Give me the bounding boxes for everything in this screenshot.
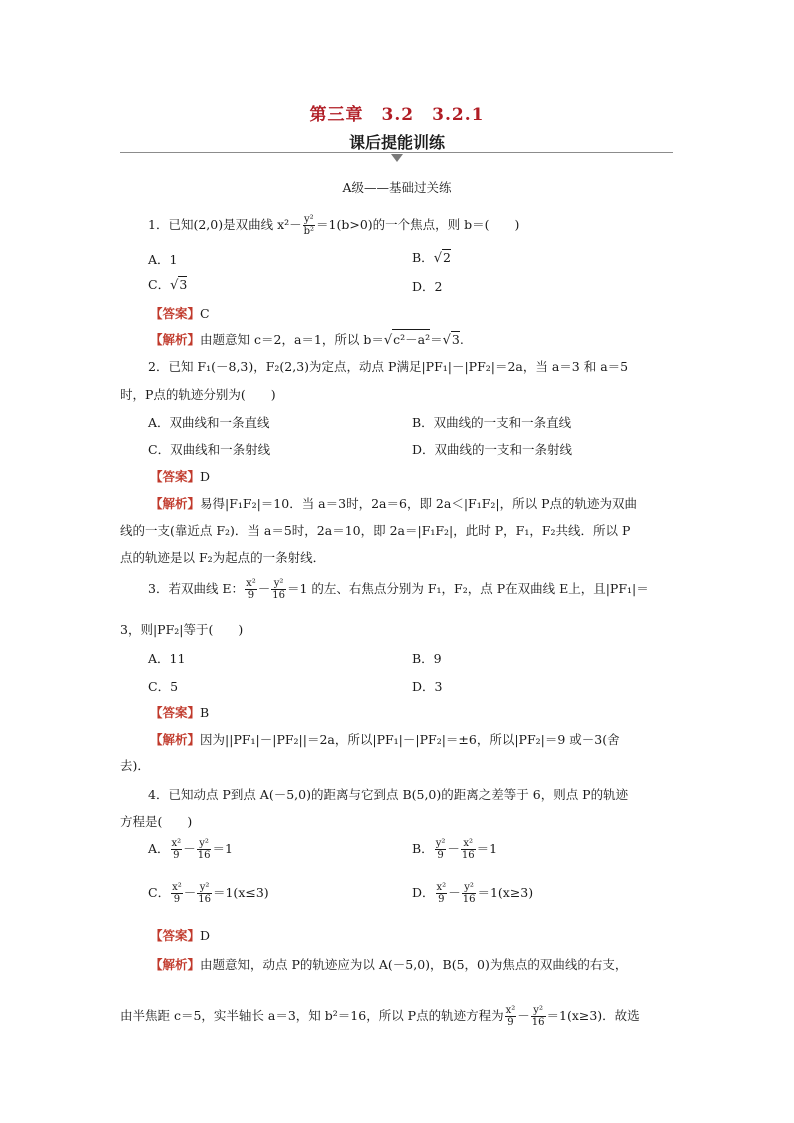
answer-tag: 【答案】 bbox=[150, 928, 201, 943]
q4-option-b-label: B． bbox=[412, 841, 434, 856]
sqrt-icon: √ bbox=[170, 278, 179, 293]
q1-answer-value: C bbox=[200, 306, 210, 321]
q1-option-b-label: B． bbox=[412, 250, 434, 265]
q1-option-c-label: C． bbox=[148, 277, 171, 292]
q4c-frac2-num: y² bbox=[197, 882, 212, 894]
q4s-fraction-1 bbox=[505, 1005, 517, 1028]
q2-solution-text-1: 易得|F₁F₂|＝10．当 a＝3时，2a＝6，即 2a＜|F₁F₂|，所以 P点的轨迹为双曲 bbox=[200, 496, 638, 511]
q1-fraction bbox=[303, 214, 315, 237]
q4c-frac1-num: x² bbox=[172, 882, 182, 893]
q2-solution-line-3: 点的轨迹是以 F₂为起点的一条射线． bbox=[120, 550, 326, 565]
q4a-fraction-1 bbox=[171, 838, 183, 861]
q1-option-b-radicand: 2 bbox=[442, 250, 451, 265]
q4-option-c bbox=[148, 882, 269, 905]
solution-tag: 【解析】 bbox=[150, 732, 201, 747]
q4-option-c-label: C． bbox=[148, 885, 171, 900]
q1-option-a: A．1 bbox=[148, 252, 178, 267]
q1-option-c bbox=[148, 275, 187, 293]
q2-option-b: B．双曲线的一支和一条直线 bbox=[412, 415, 572, 430]
q2-option-d: D．双曲线的一支和一条射线 bbox=[412, 442, 573, 457]
q4c-minus: － bbox=[183, 885, 197, 900]
chapter-heading: 第三章 3.2 3.2.1 bbox=[309, 105, 485, 125]
q1-solution-radicand-2: 3 bbox=[451, 332, 460, 347]
q4d-frac2-den: 16 bbox=[462, 894, 476, 905]
q4d-frac1-den: 9 bbox=[438, 894, 445, 905]
q4s-minus: － bbox=[517, 1008, 530, 1023]
question-3-line-2: 3，则|PF₂|等于( ) bbox=[120, 622, 244, 637]
q4d-frac2-num: y² bbox=[462, 882, 477, 894]
q4a-post: ＝1 bbox=[212, 841, 233, 856]
q2-answer bbox=[150, 467, 210, 485]
q4-answer-value: D bbox=[200, 928, 211, 943]
question-4-line-1: 4．已知动点 P到点 A(－5,0)的距离与它到点 B(5,0)的距离之差等于 6，则点 P的轨迹 bbox=[148, 787, 629, 802]
q4d-fraction-2 bbox=[462, 882, 477, 905]
q4a-frac1-num: x² bbox=[171, 838, 182, 849]
answer-tag: 【答案】 bbox=[150, 705, 201, 720]
q4-option-a bbox=[148, 838, 233, 861]
q3-solution-line-2: 去)． bbox=[120, 758, 150, 773]
q3-answer bbox=[150, 703, 209, 721]
q4d-minus: － bbox=[448, 885, 461, 900]
sqrt-icon: √ bbox=[383, 333, 393, 348]
q3-fraction-2 bbox=[271, 578, 286, 601]
q3-fraction-1 bbox=[245, 578, 257, 601]
q4s-frac2-den: 16 bbox=[531, 1017, 545, 1028]
q4b-minus: － bbox=[447, 841, 460, 856]
q4a-frac1-den: 9 bbox=[173, 850, 180, 861]
q3-minus: － bbox=[257, 581, 271, 596]
page-subtitle: 课后提能训练 bbox=[348, 133, 445, 152]
q3-frac2-num: y² bbox=[271, 578, 286, 590]
q2-solution-line-1 bbox=[150, 494, 637, 512]
q4s-frac2-num: y² bbox=[531, 1005, 546, 1017]
solution-tag: 【解析】 bbox=[150, 496, 201, 511]
q3-option-c: C．5 bbox=[148, 679, 179, 694]
q1-text-post: ＝1(b>0)的一个焦点，则 b＝( ) bbox=[316, 217, 520, 232]
q3-text-post: ＝1 的左、右焦点分别为 F₁，F₂，点 P在双曲线 E上，且|PF₁|＝ bbox=[286, 581, 649, 596]
q2-solution-line-2: 线的一支(靠近点 F₂)．当 a＝5时，2a＝10，即 2a＝|F₁F₂|，此时 P，F₁，F₂共线．所以 P bbox=[120, 523, 631, 538]
q4c-frac2-den: 16 bbox=[198, 894, 211, 905]
q3-text-pre: 3．若双曲线 E： bbox=[148, 581, 245, 596]
q4d-post: ＝1(x≥3) bbox=[477, 885, 534, 900]
q4s-post: ＝1(x≥3)．故选 bbox=[546, 1008, 640, 1023]
q2-option-a: A．双曲线和一条直线 bbox=[148, 415, 270, 430]
q4a-minus: － bbox=[183, 841, 196, 856]
q1-fraction-den: b² bbox=[303, 226, 315, 237]
q4b-post: ＝1 bbox=[476, 841, 498, 856]
q1-solution bbox=[150, 329, 464, 348]
question-4-line-2: 方程是( ) bbox=[120, 814, 193, 829]
q3-frac2-den: 16 bbox=[272, 590, 285, 601]
q2-option-c: C．双曲线和一条射线 bbox=[148, 442, 271, 457]
question-2-line-1: 2．已知 F₁(－8,3)，F₂(2,3)为定点，动点 P满足|PF₁|－|PF₂|＝2a，当 a＝3 和 a＝5 bbox=[148, 359, 629, 374]
q4-option-b bbox=[412, 838, 497, 861]
section-level-label: A级——基础过关练 bbox=[342, 180, 452, 195]
q4b-frac2-den: 16 bbox=[461, 850, 475, 861]
header-divider bbox=[120, 152, 673, 153]
q1-x2: x²－ bbox=[277, 217, 302, 232]
question-2-line-2: 时，P点的轨迹分别为( ) bbox=[120, 387, 276, 402]
q4c-post: ＝1(x≤3) bbox=[212, 885, 269, 900]
answer-tag: 【答案】 bbox=[150, 469, 201, 484]
q1-option-d: D．2 bbox=[412, 279, 443, 294]
question-3-stem bbox=[148, 578, 649, 601]
q1-option-c-radicand: 3 bbox=[179, 277, 188, 292]
q4-option-d bbox=[412, 882, 533, 905]
q4b-fraction-2 bbox=[461, 838, 476, 861]
q3-option-b: B．9 bbox=[412, 651, 442, 666]
q1-answer bbox=[150, 304, 210, 322]
q3-option-d: D．3 bbox=[412, 679, 443, 694]
q4s-fraction-2 bbox=[531, 1005, 546, 1028]
q1-solution-end: . bbox=[459, 332, 464, 347]
q4c-fraction-1 bbox=[171, 882, 183, 905]
q3-frac1-num: x² bbox=[246, 578, 256, 589]
q4c-frac1-den: 9 bbox=[173, 894, 181, 905]
q4-solution-line-1 bbox=[150, 955, 627, 973]
q4-solution-text-1: 由题意知，动点 P的轨迹应为以 A(－5,0)，B(5，0)为焦点的双曲线的右支， bbox=[200, 957, 628, 972]
solution-tag: 【解析】 bbox=[150, 957, 201, 972]
q4a-frac2-num: y² bbox=[197, 838, 212, 850]
q4-option-d-label: D． bbox=[412, 885, 435, 900]
q3-frac1-den: 9 bbox=[247, 590, 255, 601]
q4b-fraction-1 bbox=[435, 838, 447, 861]
q1-option-b bbox=[412, 248, 451, 266]
q3-answer-value: B bbox=[200, 705, 210, 720]
q1-solution-eq: ＝ bbox=[430, 332, 443, 347]
sqrt-icon: √ bbox=[442, 333, 451, 348]
q1-fraction-num: y² bbox=[304, 214, 314, 225]
q4b-frac1-den: 9 bbox=[437, 850, 444, 861]
solution-tag: 【解析】 bbox=[150, 332, 201, 347]
q4-solution-text-2: 由半焦距 c＝5，实半轴长 a＝3，知 b²＝16，所以 P点的轨迹方程为 bbox=[120, 1008, 504, 1023]
q4d-frac1-num: x² bbox=[436, 882, 447, 893]
q3-solution-line-1 bbox=[150, 730, 620, 748]
triangle-marker-icon bbox=[391, 154, 403, 162]
question-1-stem bbox=[148, 214, 519, 237]
q4s-frac1-den: 9 bbox=[507, 1017, 514, 1028]
q4a-frac2-den: 16 bbox=[197, 850, 211, 861]
q2-answer-value: D bbox=[200, 469, 211, 484]
q4s-frac1-num: x² bbox=[505, 1005, 516, 1016]
q4c-fraction-2 bbox=[197, 882, 212, 905]
q4-option-a-label: A． bbox=[148, 841, 170, 856]
q4d-fraction-1 bbox=[436, 882, 448, 905]
q3-option-a: A．11 bbox=[148, 651, 186, 666]
sqrt-icon: √ bbox=[433, 251, 442, 266]
q4-answer bbox=[150, 926, 210, 944]
q3-solution-text-1: 因为||PF₁|－|PF₂||＝2a，所以|PF₁|－|PF₂|＝±6，所以|PF₂|＝9 或－3(舍 bbox=[200, 732, 620, 747]
q1-solution-text: 由题意知 c＝2，a＝1，所以 b＝ bbox=[200, 332, 384, 347]
answer-tag: 【答案】 bbox=[150, 306, 201, 321]
q1-solution-radicand: c²－a² bbox=[392, 329, 430, 348]
q4a-fraction-2 bbox=[197, 838, 212, 861]
q4b-frac2-num: x² bbox=[461, 838, 476, 850]
q4b-frac1-num: y² bbox=[435, 838, 446, 849]
q4-solution-line-2 bbox=[120, 1005, 640, 1028]
q1-text-pre: 1．已知(2,0)是双曲线 bbox=[148, 217, 278, 232]
